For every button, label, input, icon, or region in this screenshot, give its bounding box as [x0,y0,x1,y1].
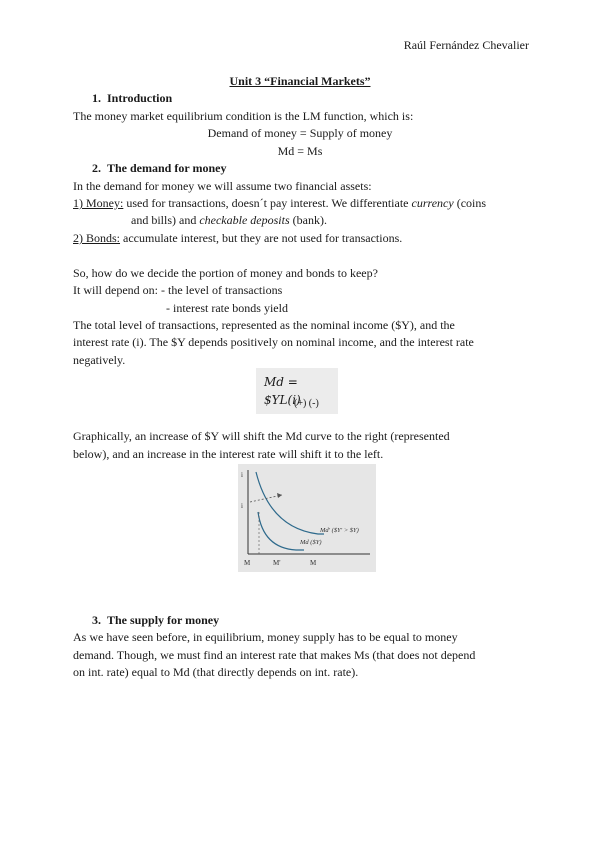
section-title: The demand for money [107,161,227,175]
md-curve-shifted [256,472,324,534]
section-title: Introduction [107,91,173,105]
section-title: The supply for money [107,613,220,627]
equation-line: Md = Ms [277,144,323,158]
x-tick-label: M [244,559,251,567]
paragraph-line: on int. rate) equal to Md (that directly depends on int. rate). [73,665,359,679]
money-demand-graph [238,464,376,572]
y-axis-label: i [241,471,243,479]
text-run: (bank). [292,213,327,227]
section-heading-demand [92,160,226,178]
text-run: used for transactions, doesn´t pay interest. We differentiate [126,196,409,210]
curve-label-shifted: Md' ($Y' > $Y) [320,527,359,534]
bonds-label: 2) Bonds: [73,231,121,245]
money-label: 1) Money: [73,196,124,210]
paragraph-line: The total level of transactions, represented as the nominal income ($Y), and the [73,318,455,332]
paragraph-line: below), and an increase in the interest rate will shift it to the left. [73,447,384,461]
text-run-italic: checkable deposits [199,213,290,227]
paragraph-line: In the demand for money we will assume two financial assets: [73,179,372,193]
paragraph-line: It will depend on: - the level of transactions [73,283,283,297]
curve-label-original: Md ($Y) [300,539,322,546]
paragraph-line: negatively. [73,353,126,367]
text-run: and bills) and [131,213,197,227]
bonds-definition [73,230,402,248]
text-run: (coins [456,196,487,210]
text-run-italic: currency [411,196,454,210]
section-number: 2. [92,161,101,175]
graph-svg [238,464,376,572]
money-definition-cont [131,212,327,230]
paragraph-line: So, how do we decide the portion of money and bonds to keep? [73,266,378,280]
paragraph-line: The money market equilibrium condition is the LM function, which is: [73,109,414,123]
money-definition [73,195,486,213]
paragraph-line: As we have seen before, in equilibrium, money supply has to be equal to money [73,630,458,644]
document-title: Unit 3 “Financial Markets” [229,74,371,88]
section-number: 3. [92,613,101,627]
paragraph-line: - interest rate bonds yield [166,301,288,315]
paragraph-line: interest rate (i). The $Y depends positively on nominal income, and the interest rate [73,335,474,349]
paragraph-line: Graphically, an increase of $Y will shift the Md curve to the right (represented [73,429,450,443]
equation-line: Demand of money = Supply of money [207,126,393,140]
section-heading-introduction [92,90,172,108]
section-number: 1. [92,91,101,105]
x-tick-label: M [310,559,317,567]
author-name: Raúl Fernández Chevalier [403,38,529,52]
formula-text: Md = $YL(i) [264,375,301,407]
shift-arrow [250,495,282,502]
formula-signs: (+) (-) [294,398,319,409]
section-heading-supply [92,612,219,630]
x-tick-label: M' [273,559,281,567]
shift-arrowhead [277,493,282,498]
paragraph-line: demand. Though, we must find an interest rate that makes Ms (that does not depend [73,648,476,662]
text-run: accumulate interest, but they are not used for transactions. [123,231,403,245]
y-tick-label: i [241,502,243,510]
money-demand-formula [256,368,338,414]
